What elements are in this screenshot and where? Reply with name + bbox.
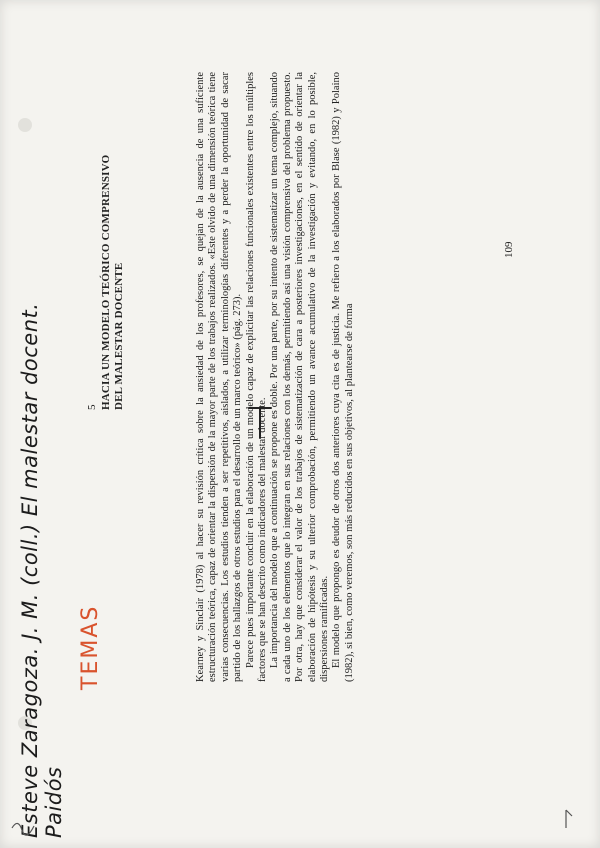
paragraph: La importancia del modelo que a continuación se propone es doble. Por una parte, por su intento de sistematizar un tema complejo, situando a cada uno de los elementos que lo integran en sus relaciones con los demás, permitiendo así una visión comprensiva del problema propuesto. Por otra, hay que considerar el valor de los trabajos de sistematización de cara a posteriores investigaciones, en el sentido de orientar la elaboración de hipótesis y su ulterior comprobación, permitiendo un avance acumulativo de la investigación y evitando, en lo posible, dispersiones ramificadas. (269, 72, 331, 682)
chapter-title-line-2: DEL MALESTAR DOCENTE (113, 262, 125, 410)
paragraph: Kearney y Sinclair (1978) al hacer su revisión crítica sobre la ansiedad de los profesores, se quejan de la ausencia de una suficiente estructuración teórica, capaz de orientar la dispersión de la mayor parte de los trabajos realizados. «Este olvido de una dimensión teórica tiene varias consecuencias. Los estudios tienden a ser repetitivos, aislados, a utilizar terminologías diferentes y a perder la oportunidad de sacar partido de los hallazgos de otros estudios para el desarrollo de un marco teórico» (pág. 273). (195, 72, 244, 682)
punch-hole (18, 118, 32, 132)
page-number: 109 (503, 241, 515, 258)
paragraph: El modelo que propongo es deudor de otros dos anteriores cuya cita es de justicia. Me refiero a los elaborados por Blase (1982) y Polaino (1982), si bien, como veremos, son más reducidos en sus objetivos, al plantearse de forma (331, 72, 355, 682)
paragraph: Parece pues importante concluir en la elaboración de un modelo capaz de explicitar las relaciones funcionales existentes entre los múltiples factores que se han descrito como indicadores del malestar docente. (244, 72, 269, 682)
corner-scribble (8, 808, 48, 838)
handwritten-tag: TEMAS (78, 604, 103, 690)
body-text (195, 72, 356, 682)
handwritten-citation: Esteve Zaragoza. J. M. (coll.) El malestar docent. Paidós (18, 302, 66, 838)
chapter-header (86, 90, 126, 410)
chapter-number: 5 (86, 404, 98, 410)
corner-scribble (560, 802, 590, 832)
chapter-title-line-1: HACIA UN MODELO TEÓRICO COMPRENSIVO (100, 154, 112, 410)
handwritten-mark (245, 402, 275, 442)
